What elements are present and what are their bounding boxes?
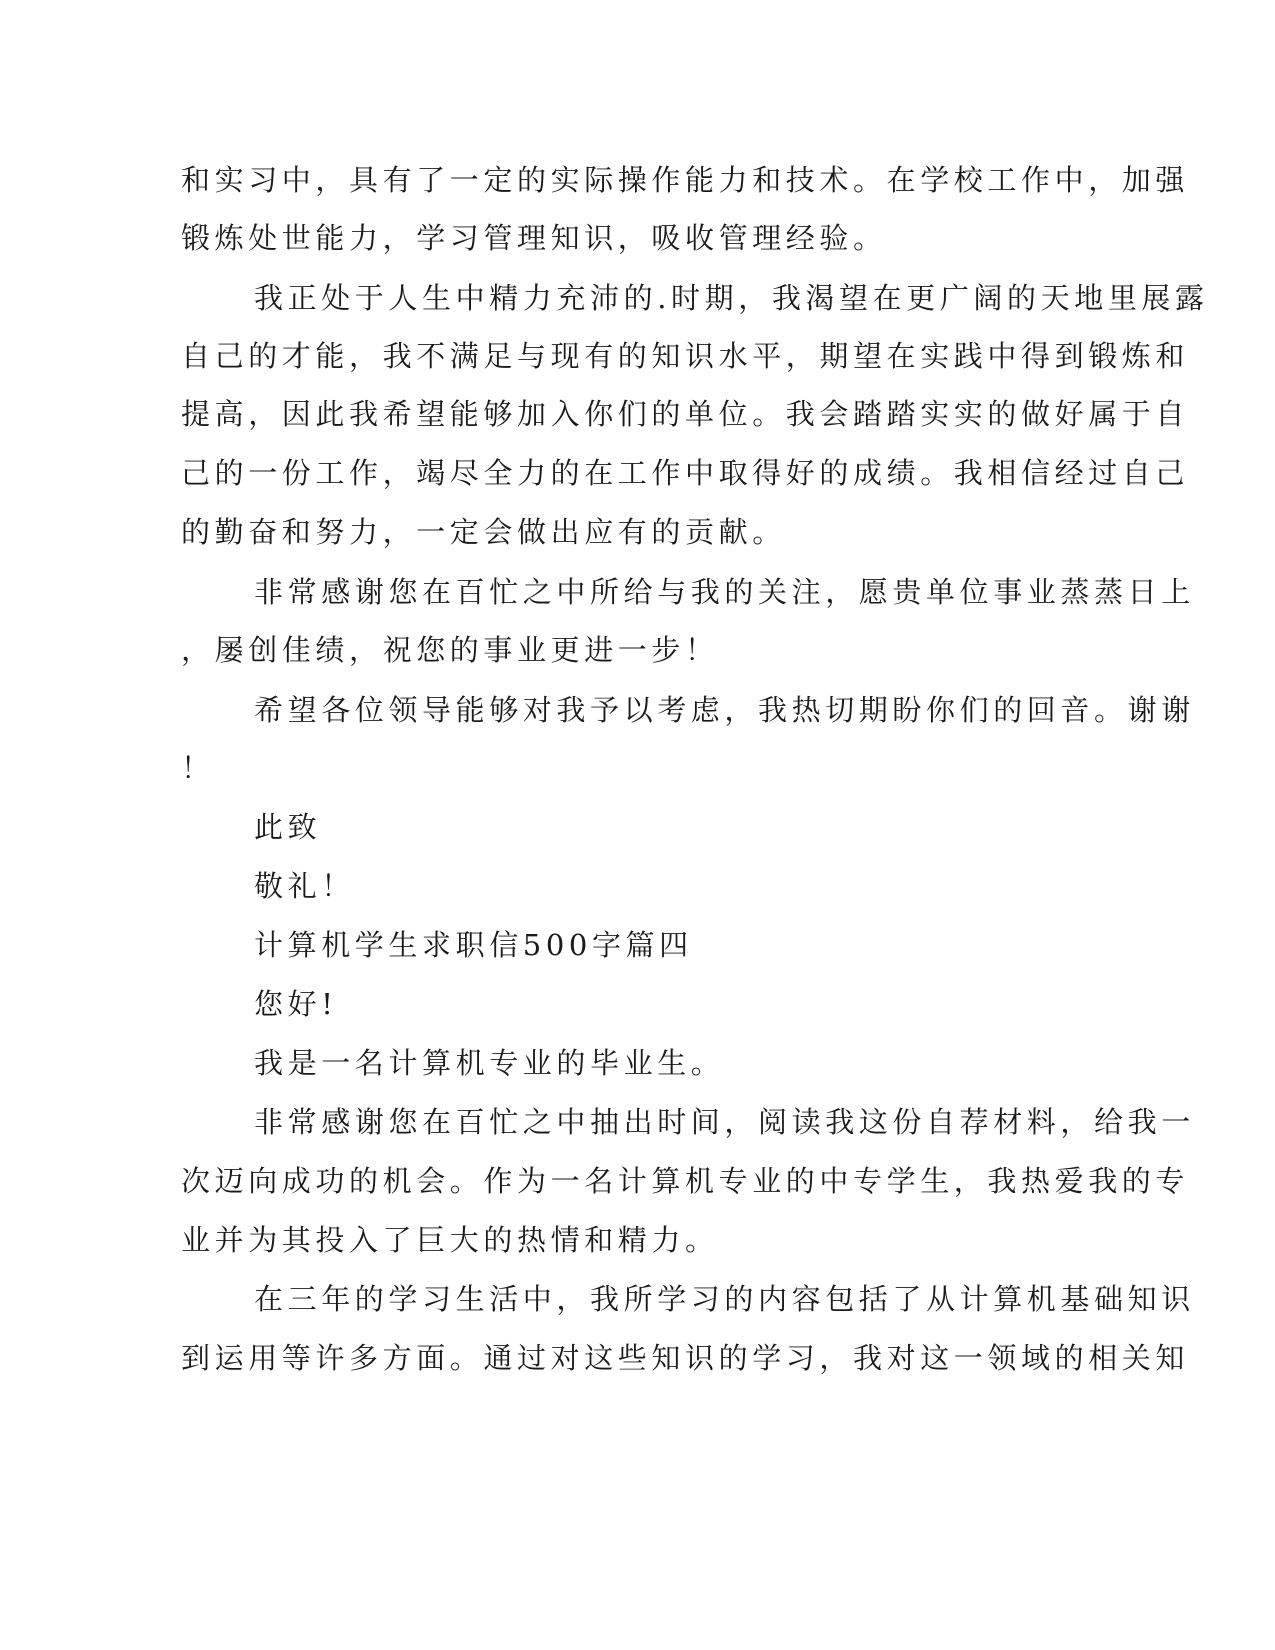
paragraph-start-line: 在三年的学习生活中，我所学习的内容包括了从计算机基础知识 xyxy=(254,1282,1195,1316)
closing-salutation: 此致 xyxy=(254,810,322,844)
text-line: 自己的才能，我不满足与现有的知识水平，期望在实践中得到锻炼和 xyxy=(181,339,1190,373)
text-line: 锻炼处世能力，学习管理知识，吸收管理经验。 xyxy=(181,221,887,255)
greeting: 您好! xyxy=(254,987,338,1021)
text-line: 的勤奋和努力，一定会做出应有的贡献。 xyxy=(181,515,786,549)
closing-regards: 敬礼！ xyxy=(254,869,355,903)
text-line: 业并为其投入了巨大的热情和精力。 xyxy=(181,1223,719,1257)
text-line: 次迈向成功的机会。作为一名计算机专业的中专学生，我热爱我的专 xyxy=(181,1164,1190,1198)
text-line: 到运用等许多方面。通过对这些知识的学习，我对这一领域的相关知 xyxy=(181,1341,1190,1375)
paragraph-start-line: 我是一名计算机专业的毕业生。 xyxy=(254,1046,725,1080)
text-line: 己的一份工作，竭尽全力的在工作中取得好的成绩。我相信经过自己 xyxy=(181,456,1190,490)
section-heading: 计算机学生求职信500字篇四 xyxy=(254,928,693,962)
text-line: ！ xyxy=(181,751,215,785)
paragraph-start-line: 非常感谢您在百忙之中所给与我的关注，愿贵单位事业蒸蒸日上 xyxy=(254,575,1195,609)
paragraph-start-line: 希望各位领导能够对我予以考虑，我热切期盼你们的回音。谢谢 xyxy=(254,693,1195,727)
text-line: 提高，因此我希望能够加入你们的单位。我会踏踏实实的做好属于自 xyxy=(181,397,1190,431)
text-line: ，屡创佳绩，祝您的事业更进一步！ xyxy=(181,633,719,667)
text-line: 和实习中，具有了一定的实际操作能力和技术。在学校工作中，加强 xyxy=(181,163,1190,197)
paragraph-start-line: 非常感谢您在百忙之中抽出时间，阅读我这份自荐材料，给我一 xyxy=(254,1105,1195,1139)
paragraph-start-line: 我正处于人生中精力充沛的.时期，我渴望在更广阔的天地里展露 xyxy=(254,281,1209,315)
